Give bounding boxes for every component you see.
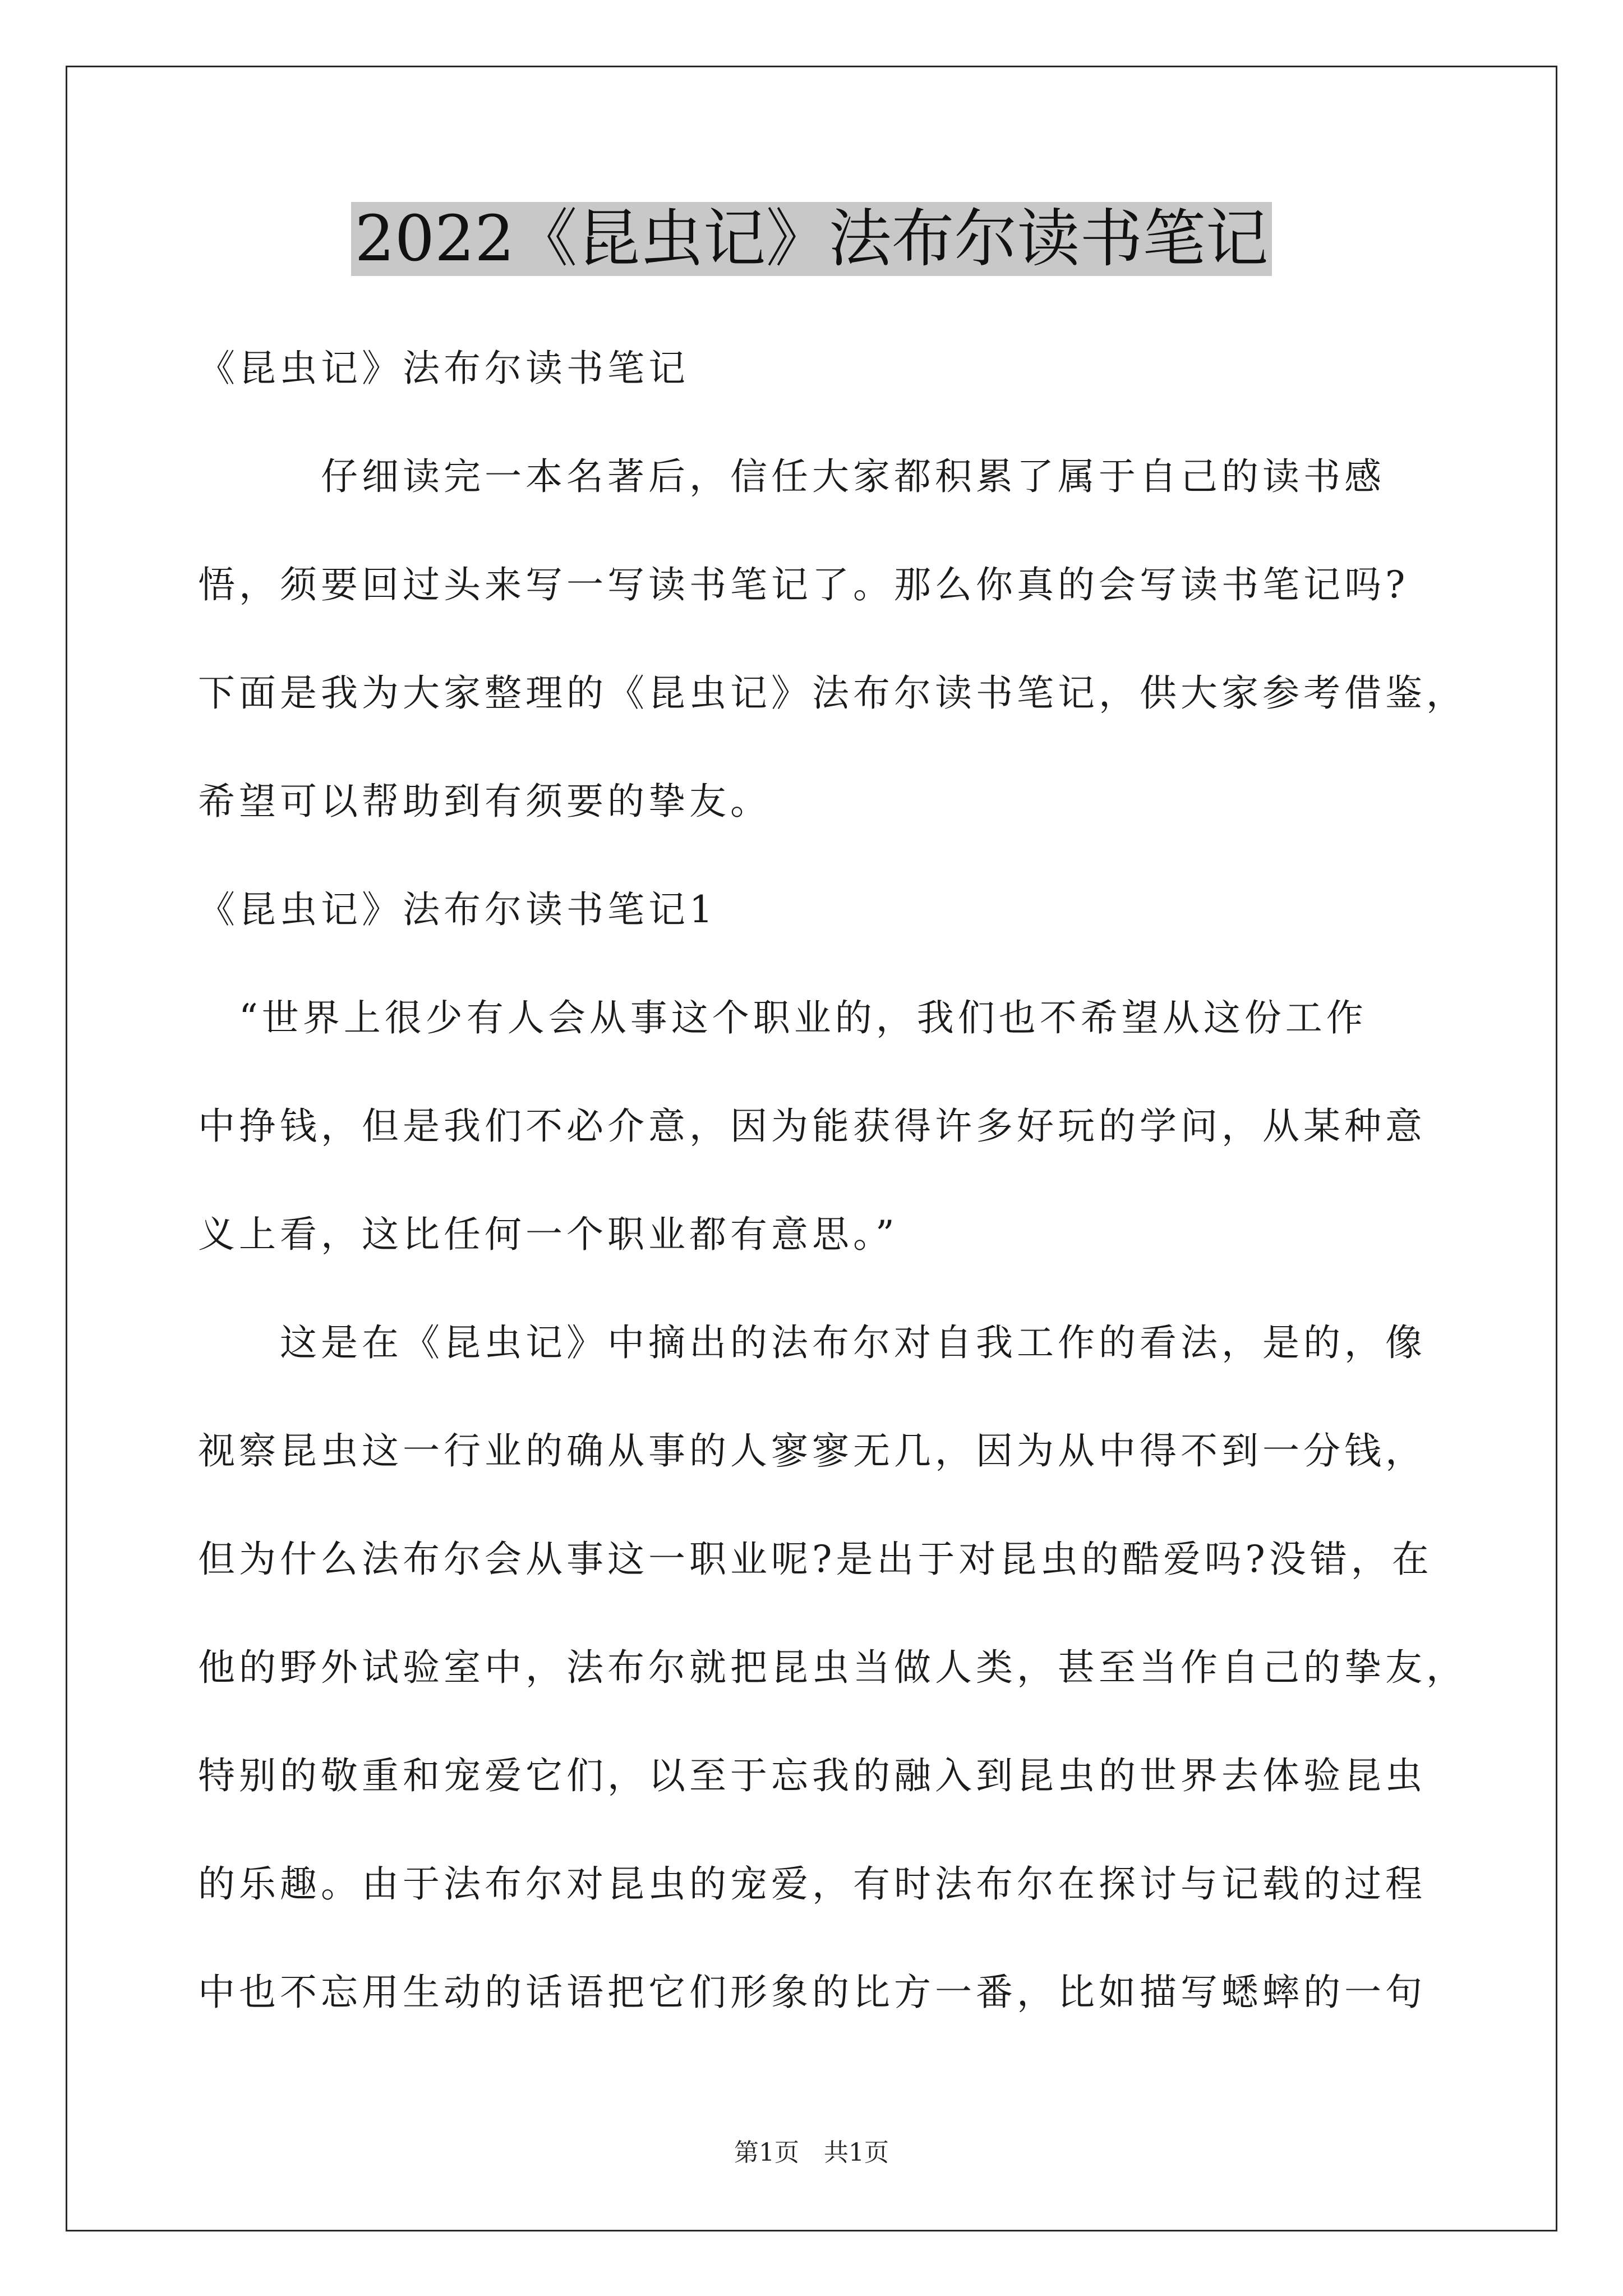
body-line: “世界上很少有人会从事这个职业的，我们也不希望从这份工作: [198, 996, 1367, 1039]
body-line: 视察昆虫这一行业的确从事的人寥寥无几，因为从中得不到一分钱，: [198, 1429, 1426, 1473]
body-line: 这是在《昆虫记》中摘出的法布尔对自我工作的看法，是的，像: [198, 1321, 1426, 1364]
document-title: 2022《昆虫记》法布尔读书笔记: [351, 202, 1271, 276]
document-body: [198, 314, 1471, 2046]
body-line: 仔细读完一本名著后，信任大家都积累了属于自己的读书感: [198, 455, 1385, 498]
body-line: 特别的敬重和宠爱它们，以至于忘我的融入到昆虫的世界去体验昆虫: [198, 1754, 1426, 1797]
body-line: 《昆虫记》法布尔读书笔记: [198, 347, 689, 390]
body-line: 悟，须要回过头来写一写读书笔记了。那么你真的会写读书笔记吗?: [198, 563, 1409, 606]
body-line: 下面是我为大家整理的《昆虫记》法布尔读书笔记，供大家参考借鉴，: [198, 671, 1467, 715]
body-line: 的乐趣。由于法布尔对昆虫的宠爱，有时法布尔在探讨与记载的过程: [198, 1862, 1426, 1906]
body-line: 中挣钱，但是我们不必介意，因为能获得许多好玩的学问，从某种意: [198, 1105, 1426, 1148]
body-line: 他的野外试验室中，法布尔就把昆虫当做人类，甚至当作自己的挚友，: [198, 1646, 1467, 1689]
body-line: 义上看，这比任何一个职业都有意思。”: [198, 1213, 898, 1256]
body-line: 中也不忘用生动的话语把它们形象的比方一番，比如描写蟋蟀的一句: [198, 1971, 1426, 2014]
body-line: 《昆虫记》法布尔读书笔记1: [198, 888, 717, 931]
title-container: [0, 202, 1623, 276]
body-line: 希望可以帮助到有须要的挚友。: [198, 780, 771, 823]
page-footer: 第1页 共1页: [734, 2138, 889, 2167]
body-line: 但为什么法布尔会从事这一职业呢?是出于对昆虫的酷爱吗?没错，在: [198, 1538, 1433, 1581]
